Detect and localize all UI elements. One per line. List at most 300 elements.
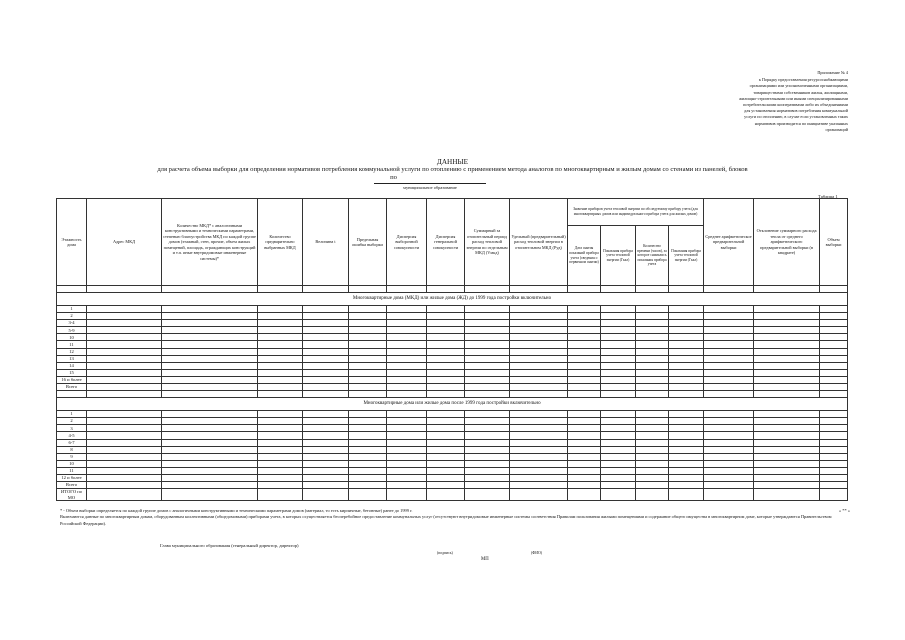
data-cell[interactable] bbox=[465, 418, 510, 425]
data-cell[interactable] bbox=[258, 313, 303, 320]
data-cell[interactable] bbox=[704, 432, 754, 439]
data-cell[interactable] bbox=[568, 334, 601, 341]
data-cell[interactable] bbox=[427, 489, 465, 501]
data-cell[interactable] bbox=[568, 306, 601, 313]
data-cell[interactable] bbox=[704, 489, 754, 501]
data-cell[interactable] bbox=[303, 432, 349, 439]
data-cell[interactable] bbox=[704, 482, 754, 489]
data-cell[interactable] bbox=[258, 376, 303, 383]
data-cell[interactable] bbox=[636, 327, 669, 334]
empty-cell[interactable] bbox=[349, 391, 387, 398]
data-cell[interactable] bbox=[427, 341, 465, 348]
data-cell[interactable] bbox=[387, 439, 427, 446]
empty-cell[interactable] bbox=[568, 286, 601, 293]
data-cell[interactable] bbox=[258, 320, 303, 327]
data-cell[interactable] bbox=[669, 453, 704, 460]
data-cell[interactable] bbox=[636, 453, 669, 460]
data-cell[interactable] bbox=[669, 369, 704, 376]
empty-cell[interactable] bbox=[427, 391, 465, 398]
empty-cell[interactable] bbox=[57, 391, 87, 398]
data-cell[interactable] bbox=[465, 432, 510, 439]
data-cell[interactable] bbox=[258, 425, 303, 432]
data-cell[interactable] bbox=[510, 446, 568, 453]
data-cell[interactable] bbox=[349, 460, 387, 467]
empty-cell[interactable] bbox=[87, 391, 162, 398]
data-cell[interactable] bbox=[704, 341, 754, 348]
data-cell[interactable] bbox=[669, 467, 704, 474]
empty-cell[interactable] bbox=[465, 286, 510, 293]
data-cell[interactable] bbox=[754, 425, 820, 432]
data-cell[interactable] bbox=[162, 467, 258, 474]
data-cell[interactable] bbox=[258, 453, 303, 460]
data-cell[interactable] bbox=[669, 320, 704, 327]
data-cell[interactable] bbox=[465, 376, 510, 383]
data-cell[interactable] bbox=[349, 306, 387, 313]
data-cell[interactable] bbox=[820, 439, 848, 446]
data-cell[interactable] bbox=[510, 489, 568, 501]
empty-cell[interactable] bbox=[510, 286, 568, 293]
data-cell[interactable] bbox=[162, 306, 258, 313]
data-cell[interactable] bbox=[465, 355, 510, 362]
data-cell[interactable] bbox=[349, 411, 387, 418]
data-cell[interactable] bbox=[349, 453, 387, 460]
data-cell[interactable] bbox=[349, 355, 387, 362]
data-cell[interactable] bbox=[669, 376, 704, 383]
data-cell[interactable] bbox=[568, 425, 601, 432]
empty-cell[interactable] bbox=[636, 286, 669, 293]
data-cell[interactable] bbox=[820, 453, 848, 460]
data-cell[interactable] bbox=[87, 306, 162, 313]
data-cell[interactable] bbox=[636, 467, 669, 474]
data-cell[interactable] bbox=[387, 355, 427, 362]
data-cell[interactable] bbox=[465, 474, 510, 481]
data-cell[interactable] bbox=[601, 306, 636, 313]
data-cell[interactable] bbox=[820, 474, 848, 481]
data-cell[interactable] bbox=[162, 489, 258, 501]
data-cell[interactable] bbox=[87, 489, 162, 501]
data-cell[interactable] bbox=[568, 313, 601, 320]
data-cell[interactable] bbox=[465, 320, 510, 327]
data-cell[interactable] bbox=[303, 327, 349, 334]
data-cell[interactable] bbox=[349, 327, 387, 334]
data-cell[interactable] bbox=[258, 327, 303, 334]
data-cell[interactable] bbox=[636, 348, 669, 355]
data-cell[interactable] bbox=[704, 425, 754, 432]
data-cell[interactable] bbox=[303, 341, 349, 348]
data-cell[interactable] bbox=[636, 320, 669, 327]
data-cell[interactable] bbox=[704, 460, 754, 467]
data-cell[interactable] bbox=[387, 432, 427, 439]
data-cell[interactable] bbox=[427, 376, 465, 383]
data-cell[interactable] bbox=[601, 348, 636, 355]
data-cell[interactable] bbox=[510, 460, 568, 467]
data-cell[interactable] bbox=[754, 348, 820, 355]
data-cell[interactable] bbox=[427, 432, 465, 439]
data-cell[interactable] bbox=[754, 376, 820, 383]
data-cell[interactable] bbox=[87, 348, 162, 355]
data-cell[interactable] bbox=[303, 474, 349, 481]
data-cell[interactable] bbox=[162, 474, 258, 481]
data-cell[interactable] bbox=[427, 355, 465, 362]
data-cell[interactable] bbox=[669, 489, 704, 501]
data-cell[interactable] bbox=[258, 411, 303, 418]
data-cell[interactable] bbox=[704, 334, 754, 341]
data-cell[interactable] bbox=[387, 327, 427, 334]
data-cell[interactable] bbox=[704, 348, 754, 355]
data-cell[interactable] bbox=[427, 348, 465, 355]
data-cell[interactable] bbox=[349, 384, 387, 391]
data-cell[interactable] bbox=[465, 362, 510, 369]
data-cell[interactable] bbox=[669, 362, 704, 369]
data-cell[interactable] bbox=[387, 334, 427, 341]
data-cell[interactable] bbox=[427, 439, 465, 446]
data-cell[interactable] bbox=[427, 313, 465, 320]
data-cell[interactable] bbox=[87, 474, 162, 481]
data-cell[interactable] bbox=[568, 376, 601, 383]
data-cell[interactable] bbox=[349, 482, 387, 489]
data-cell[interactable] bbox=[162, 369, 258, 376]
data-cell[interactable] bbox=[427, 369, 465, 376]
data-cell[interactable] bbox=[510, 425, 568, 432]
data-cell[interactable] bbox=[303, 306, 349, 313]
data-cell[interactable] bbox=[303, 467, 349, 474]
data-cell[interactable] bbox=[387, 376, 427, 383]
data-cell[interactable] bbox=[568, 446, 601, 453]
data-cell[interactable] bbox=[349, 348, 387, 355]
data-cell[interactable] bbox=[258, 446, 303, 453]
data-cell[interactable] bbox=[303, 384, 349, 391]
data-cell[interactable] bbox=[349, 467, 387, 474]
data-cell[interactable] bbox=[349, 446, 387, 453]
data-cell[interactable] bbox=[427, 320, 465, 327]
empty-cell[interactable] bbox=[669, 286, 704, 293]
data-cell[interactable] bbox=[87, 453, 162, 460]
data-cell[interactable] bbox=[669, 439, 704, 446]
empty-cell[interactable] bbox=[568, 391, 601, 398]
data-cell[interactable] bbox=[303, 439, 349, 446]
data-cell[interactable] bbox=[465, 439, 510, 446]
data-cell[interactable] bbox=[162, 384, 258, 391]
data-cell[interactable] bbox=[387, 453, 427, 460]
data-cell[interactable] bbox=[510, 334, 568, 341]
data-cell[interactable] bbox=[87, 460, 162, 467]
data-cell[interactable] bbox=[303, 418, 349, 425]
data-cell[interactable] bbox=[465, 489, 510, 501]
data-cell[interactable] bbox=[303, 425, 349, 432]
data-cell[interactable] bbox=[754, 334, 820, 341]
data-cell[interactable] bbox=[636, 446, 669, 453]
data-cell[interactable] bbox=[754, 355, 820, 362]
data-cell[interactable] bbox=[258, 432, 303, 439]
empty-cell[interactable] bbox=[704, 391, 754, 398]
data-cell[interactable] bbox=[258, 362, 303, 369]
data-cell[interactable] bbox=[465, 425, 510, 432]
data-cell[interactable] bbox=[704, 362, 754, 369]
data-cell[interactable] bbox=[349, 320, 387, 327]
data-cell[interactable] bbox=[87, 432, 162, 439]
data-cell[interactable] bbox=[568, 453, 601, 460]
data-cell[interactable] bbox=[820, 418, 848, 425]
data-cell[interactable] bbox=[601, 334, 636, 341]
data-cell[interactable] bbox=[87, 334, 162, 341]
data-cell[interactable] bbox=[704, 306, 754, 313]
data-cell[interactable] bbox=[162, 334, 258, 341]
data-cell[interactable] bbox=[465, 348, 510, 355]
data-cell[interactable] bbox=[754, 327, 820, 334]
data-cell[interactable] bbox=[568, 439, 601, 446]
data-cell[interactable] bbox=[303, 369, 349, 376]
empty-cell[interactable] bbox=[754, 391, 820, 398]
data-cell[interactable] bbox=[754, 411, 820, 418]
data-cell[interactable] bbox=[258, 355, 303, 362]
data-cell[interactable] bbox=[704, 467, 754, 474]
data-cell[interactable] bbox=[87, 446, 162, 453]
data-cell[interactable] bbox=[387, 384, 427, 391]
data-cell[interactable] bbox=[754, 313, 820, 320]
data-cell[interactable] bbox=[465, 460, 510, 467]
data-cell[interactable] bbox=[754, 384, 820, 391]
data-cell[interactable] bbox=[465, 306, 510, 313]
data-cell[interactable] bbox=[568, 482, 601, 489]
data-cell[interactable] bbox=[754, 432, 820, 439]
data-cell[interactable] bbox=[427, 418, 465, 425]
data-cell[interactable] bbox=[568, 348, 601, 355]
data-cell[interactable] bbox=[568, 355, 601, 362]
data-cell[interactable] bbox=[601, 439, 636, 446]
empty-cell[interactable] bbox=[303, 286, 349, 293]
data-cell[interactable] bbox=[636, 432, 669, 439]
data-cell[interactable] bbox=[427, 460, 465, 467]
data-cell[interactable] bbox=[465, 446, 510, 453]
data-cell[interactable] bbox=[601, 411, 636, 418]
data-cell[interactable] bbox=[704, 320, 754, 327]
data-cell[interactable] bbox=[636, 418, 669, 425]
data-cell[interactable] bbox=[669, 474, 704, 481]
data-cell[interactable] bbox=[636, 376, 669, 383]
data-cell[interactable] bbox=[510, 306, 568, 313]
data-cell[interactable] bbox=[162, 341, 258, 348]
data-cell[interactable] bbox=[704, 313, 754, 320]
empty-cell[interactable] bbox=[465, 391, 510, 398]
data-cell[interactable] bbox=[510, 355, 568, 362]
data-cell[interactable] bbox=[87, 362, 162, 369]
data-cell[interactable] bbox=[303, 411, 349, 418]
data-cell[interactable] bbox=[465, 327, 510, 334]
data-cell[interactable] bbox=[162, 376, 258, 383]
data-cell[interactable] bbox=[387, 320, 427, 327]
empty-cell[interactable] bbox=[427, 286, 465, 293]
data-cell[interactable] bbox=[820, 320, 848, 327]
data-cell[interactable] bbox=[510, 411, 568, 418]
data-cell[interactable] bbox=[704, 474, 754, 481]
data-cell[interactable] bbox=[754, 453, 820, 460]
data-cell[interactable] bbox=[427, 453, 465, 460]
data-cell[interactable] bbox=[636, 355, 669, 362]
data-cell[interactable] bbox=[704, 418, 754, 425]
data-cell[interactable] bbox=[636, 369, 669, 376]
data-cell[interactable] bbox=[349, 474, 387, 481]
empty-cell[interactable] bbox=[601, 286, 636, 293]
data-cell[interactable] bbox=[510, 482, 568, 489]
data-cell[interactable] bbox=[162, 355, 258, 362]
data-cell[interactable] bbox=[820, 384, 848, 391]
data-cell[interactable] bbox=[87, 341, 162, 348]
data-cell[interactable] bbox=[820, 306, 848, 313]
data-cell[interactable] bbox=[636, 411, 669, 418]
data-cell[interactable] bbox=[349, 313, 387, 320]
data-cell[interactable] bbox=[754, 306, 820, 313]
data-cell[interactable] bbox=[754, 467, 820, 474]
data-cell[interactable] bbox=[427, 334, 465, 341]
data-cell[interactable] bbox=[636, 341, 669, 348]
data-cell[interactable] bbox=[568, 341, 601, 348]
data-cell[interactable] bbox=[162, 425, 258, 432]
data-cell[interactable] bbox=[669, 425, 704, 432]
data-cell[interactable] bbox=[303, 320, 349, 327]
data-cell[interactable] bbox=[669, 348, 704, 355]
data-cell[interactable] bbox=[669, 327, 704, 334]
data-cell[interactable] bbox=[704, 453, 754, 460]
data-cell[interactable] bbox=[349, 369, 387, 376]
data-cell[interactable] bbox=[303, 446, 349, 453]
data-cell[interactable] bbox=[601, 425, 636, 432]
data-cell[interactable] bbox=[162, 418, 258, 425]
empty-cell[interactable] bbox=[162, 391, 258, 398]
data-cell[interactable] bbox=[669, 334, 704, 341]
data-cell[interactable] bbox=[704, 355, 754, 362]
data-cell[interactable] bbox=[258, 306, 303, 313]
data-cell[interactable] bbox=[704, 411, 754, 418]
data-cell[interactable] bbox=[258, 418, 303, 425]
data-cell[interactable] bbox=[258, 341, 303, 348]
data-cell[interactable] bbox=[820, 362, 848, 369]
data-cell[interactable] bbox=[510, 348, 568, 355]
data-cell[interactable] bbox=[87, 425, 162, 432]
empty-cell[interactable] bbox=[258, 391, 303, 398]
empty-cell[interactable] bbox=[258, 286, 303, 293]
empty-cell[interactable] bbox=[820, 391, 848, 398]
data-cell[interactable] bbox=[568, 384, 601, 391]
data-cell[interactable] bbox=[87, 418, 162, 425]
data-cell[interactable] bbox=[349, 418, 387, 425]
data-cell[interactable] bbox=[636, 460, 669, 467]
data-cell[interactable] bbox=[510, 327, 568, 334]
data-cell[interactable] bbox=[303, 376, 349, 383]
data-cell[interactable] bbox=[669, 341, 704, 348]
data-cell[interactable] bbox=[754, 446, 820, 453]
data-cell[interactable] bbox=[820, 341, 848, 348]
data-cell[interactable] bbox=[601, 432, 636, 439]
data-cell[interactable] bbox=[258, 439, 303, 446]
data-cell[interactable] bbox=[754, 362, 820, 369]
data-cell[interactable] bbox=[387, 313, 427, 320]
empty-cell[interactable] bbox=[387, 391, 427, 398]
data-cell[interactable] bbox=[568, 460, 601, 467]
data-cell[interactable] bbox=[162, 453, 258, 460]
data-cell[interactable] bbox=[87, 411, 162, 418]
data-cell[interactable] bbox=[465, 369, 510, 376]
data-cell[interactable] bbox=[387, 306, 427, 313]
data-cell[interactable] bbox=[669, 432, 704, 439]
data-cell[interactable] bbox=[427, 411, 465, 418]
data-cell[interactable] bbox=[510, 369, 568, 376]
data-cell[interactable] bbox=[510, 362, 568, 369]
data-cell[interactable] bbox=[820, 334, 848, 341]
data-cell[interactable] bbox=[427, 384, 465, 391]
data-cell[interactable] bbox=[601, 446, 636, 453]
data-cell[interactable] bbox=[87, 482, 162, 489]
data-cell[interactable] bbox=[568, 320, 601, 327]
data-cell[interactable] bbox=[162, 460, 258, 467]
data-cell[interactable] bbox=[258, 384, 303, 391]
data-cell[interactable] bbox=[162, 446, 258, 453]
data-cell[interactable] bbox=[601, 467, 636, 474]
data-cell[interactable] bbox=[465, 334, 510, 341]
data-cell[interactable] bbox=[162, 411, 258, 418]
data-cell[interactable] bbox=[427, 474, 465, 481]
data-cell[interactable] bbox=[669, 460, 704, 467]
data-cell[interactable] bbox=[510, 376, 568, 383]
data-cell[interactable] bbox=[303, 313, 349, 320]
data-cell[interactable] bbox=[510, 313, 568, 320]
empty-cell[interactable] bbox=[387, 286, 427, 293]
data-cell[interactable] bbox=[636, 482, 669, 489]
data-cell[interactable] bbox=[704, 327, 754, 334]
data-cell[interactable] bbox=[568, 362, 601, 369]
data-cell[interactable] bbox=[87, 355, 162, 362]
data-cell[interactable] bbox=[162, 482, 258, 489]
data-cell[interactable] bbox=[601, 369, 636, 376]
data-cell[interactable] bbox=[387, 446, 427, 453]
data-cell[interactable] bbox=[704, 446, 754, 453]
data-cell[interactable] bbox=[349, 432, 387, 439]
data-cell[interactable] bbox=[754, 341, 820, 348]
data-cell[interactable] bbox=[568, 432, 601, 439]
data-cell[interactable] bbox=[669, 411, 704, 418]
data-cell[interactable] bbox=[754, 369, 820, 376]
empty-cell[interactable] bbox=[303, 391, 349, 398]
data-cell[interactable] bbox=[754, 418, 820, 425]
data-cell[interactable] bbox=[820, 348, 848, 355]
data-cell[interactable] bbox=[820, 313, 848, 320]
data-cell[interactable] bbox=[162, 320, 258, 327]
data-cell[interactable] bbox=[601, 362, 636, 369]
data-cell[interactable] bbox=[636, 306, 669, 313]
municipality-field[interactable] bbox=[374, 183, 486, 190]
empty-cell[interactable] bbox=[87, 286, 162, 293]
data-cell[interactable] bbox=[387, 362, 427, 369]
data-cell[interactable] bbox=[601, 489, 636, 501]
data-cell[interactable] bbox=[754, 489, 820, 501]
empty-cell[interactable] bbox=[601, 391, 636, 398]
data-cell[interactable] bbox=[601, 341, 636, 348]
data-cell[interactable] bbox=[820, 355, 848, 362]
data-cell[interactable] bbox=[820, 432, 848, 439]
data-cell[interactable] bbox=[427, 327, 465, 334]
data-cell[interactable] bbox=[669, 355, 704, 362]
data-cell[interactable] bbox=[510, 384, 568, 391]
data-cell[interactable] bbox=[601, 482, 636, 489]
data-cell[interactable] bbox=[87, 384, 162, 391]
data-cell[interactable] bbox=[636, 489, 669, 501]
data-cell[interactable] bbox=[258, 467, 303, 474]
empty-cell[interactable] bbox=[636, 391, 669, 398]
data-cell[interactable] bbox=[754, 474, 820, 481]
data-cell[interactable] bbox=[636, 313, 669, 320]
data-cell[interactable] bbox=[387, 425, 427, 432]
data-cell[interactable] bbox=[162, 362, 258, 369]
data-cell[interactable] bbox=[510, 432, 568, 439]
